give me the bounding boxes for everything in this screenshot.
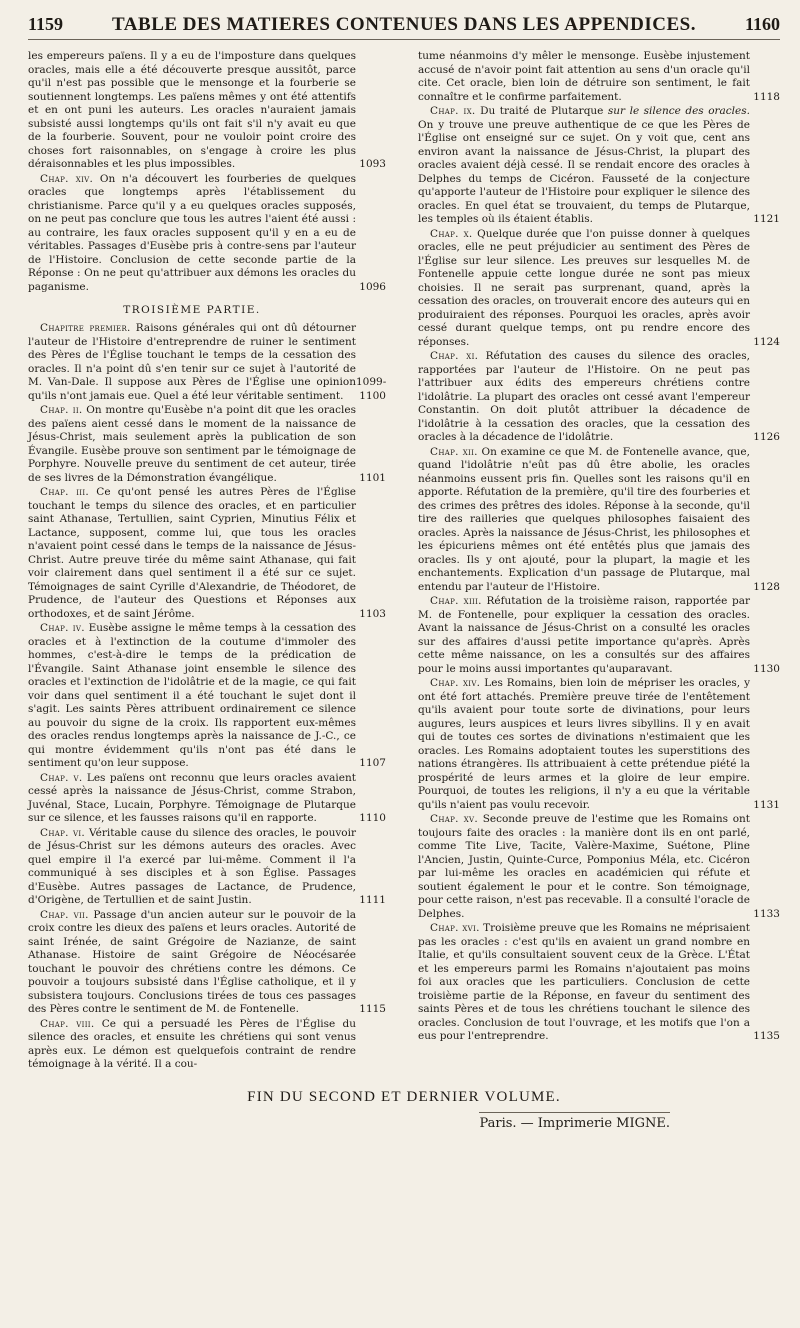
entry-body: Ce qu'ont pensé les autres Pères de l'Église touchant le temps du silence des oracles, et en particulier saint Athanase, Tertullien, saint Cyprien, Minutius Félix et Lactance, supposent, comme lui, que tous les oracles n'avaient point cessé dans le temps de la naissance de Jésus-Christ. Autre preuve tirée du même saint Athanase, qui fait voir clairement dans quel sentiment il a été sur ce sujet. Témoignages de saint Cyrille d'Alexandrie, de Théodoret, de Prudence, de l'auteur des Questions et Réponses aux orthodoxes, et de saint Jérôme. <box>28 486 356 620</box>
page-number-left: 1159 <box>28 14 64 34</box>
page-reference: 1118 <box>753 90 780 103</box>
left-entries-a <box>28 50 386 294</box>
page-reference: 1135 <box>753 1030 780 1042</box>
chapter-label: Chap. xv. <box>430 813 478 825</box>
page-reference: 1096 <box>359 280 386 293</box>
right-column <box>418 50 780 1073</box>
page-reference: 1115 <box>359 1003 386 1015</box>
toc-entry <box>418 105 780 227</box>
page-reference: 1126 <box>753 431 780 443</box>
toc-entry <box>418 446 780 595</box>
entry-text <box>418 446 750 595</box>
two-column-body <box>28 50 780 1073</box>
page-reference: 1103 <box>359 607 386 620</box>
toc-entry <box>28 50 386 172</box>
right-entries <box>418 50 780 1044</box>
chapter-label: Chap. x. <box>430 227 473 240</box>
end-of-volume-line: FIN DU SECOND ET DERNIER VOLUME. <box>247 1088 561 1105</box>
toc-entry <box>418 228 780 350</box>
page-reference: 1101 <box>359 471 386 484</box>
chapter-label: Chap. v. <box>40 771 83 784</box>
chapter-label: Chapitre premier. <box>40 322 131 334</box>
entry-text <box>28 909 356 1017</box>
toc-entry <box>28 622 386 771</box>
chapter-label: Chap. xiv. <box>40 172 94 185</box>
chapter-label: Chap. xii. <box>430 445 478 458</box>
toc-entry <box>28 486 386 621</box>
toc-entry <box>418 350 780 445</box>
entry-body: Eusèbe assigne le même temps à la cessation des oracles et à l'extinction de la coutume d'immoler des hommes, c'est-à-dire le temps de la prédication de l'Évangile. Saint Athanase joint ensemble le silence des oracles et l'extinction de l'idolâtrie et de la magie, ce qui fait voir dans quel sentiment il a été touchant le sujet dont il s'agit. Les saints Pères attribuent ordinairement ce silence au pouvoir du signe de la croix. Ils rapportent eux-mêmes des oracles rendus longtemps après la naissance de J.-C., ce qui montre évidemment qu'ils n'ont pas été dans le sentiment qu'on leur suppose. <box>28 622 356 769</box>
left-column <box>28 50 386 1073</box>
printer-imprint: Paris. — Imprimerie MIGNE. <box>28 1112 780 1131</box>
chapter-label: Chap. vii. <box>40 908 89 921</box>
entry-text <box>28 322 356 403</box>
entry-text <box>28 173 356 295</box>
entry-text <box>418 595 750 676</box>
entry-body: On n'a découvert les fourberies de quelques oracles que longtemps après l'établissement du christianisme. Parce qu'il y a eu quelques oracles supposés, on ne peut pas conclure que tous les autres l'aient été aussi : au contraire, les faux oracles supposent qu'il y en a eu de véritables. Passages d'Eusèbe pris à contre-sens par l'auteur de l'Histoire. Conclusion de cette seconde partie de la Réponse : On ne peut qu'attribuer aux démons les oracles du paganisme. <box>28 172 356 293</box>
toc-entry <box>28 772 386 826</box>
chapter-label: Chap. xiv. <box>430 677 481 689</box>
entry-body: Quelque durée que l'on puisse donner à quelques oracles, elle ne peut préjudicier au sentiment des Pères de l'Église sur leur silence. Les preuves sur lesquelles M. de Fontenelle appuie cette longue durée ne sont pas mieux choisies. Il ne serait pas surprenant, quand, après la cessation des oracles, on trouverait encore des auteurs qui en produiraient des réponses. Pourquoi les oracles, après avoir cessé durant quelque temps, ont pu rendre encore des réponses. <box>418 227 750 348</box>
entry-text <box>28 404 356 485</box>
entry-body: On examine ce que M. de Fontenelle avance, que, quand l'idolâtrie n'eût pas dû être abolie, les oracles néanmoins eussent pris fin. Quelles sont les raisons qu'il en apporte. Réfutation de la première, qu'il tire des fourberies et des crimes des prêtres des idoles. Réponse à la seconde, qu'il tire des railleries que quelques philosophes faisaient des oracles. Après la naissance de Jésus-Christ, les philosophes et les épicuriens mêmes ont été entêtés plus que jamais des oracles. Ils y ont ajouté, pour la plupart, la magie et les enchantements. Explication d'un passage de Plutarque, mal entendu par l'auteur de l'Histoire. <box>418 445 750 593</box>
toc-entry <box>28 827 386 908</box>
chapter-label: Chap. xi. <box>430 350 479 362</box>
entry-text <box>418 350 750 445</box>
entry-text <box>28 50 356 172</box>
entry-text <box>418 922 750 1044</box>
chapter-label: Chap. ix. <box>430 105 476 117</box>
entry-text <box>418 228 750 350</box>
entry-text <box>28 772 356 826</box>
entry-body: Les Romains, bien loin de mépriser les oracles, y ont été fort attachés. Première preuve tirée de l'entêtement qu'ils avaient pour toute sorte de divinations, pour leurs augures, leurs auspices et leurs livres sibyllins. Il y en avait qui de toutes ces sortes de divinations n'estimaient que les oracles. Les Romains adoptaient toutes les superstitions des nations étrangères. Ils attribuaient à cette prétendue piété la prospérité de leurs armes et la gloire de leur empire. Pourquoi, de toutes les religions, il n'y a eu que la véritable qu'ils n'aient pas voulu recevoir. <box>418 677 751 811</box>
page-reference: 1121 <box>753 213 780 225</box>
toc-entry <box>28 1018 386 1072</box>
entry-body: On montre qu'Eusèbe n'a point dit que les oracles des païens aient cessé dans le moment de la naissance de Jésus-Christ, mais seulement après la publication de son Évangile. Eusèbe prouve son sentiment par le témoignage de Porphyre. Nouvelle preuve du sentiment de cet auteur, tirée de ses livres de la Démonstration évangélique. <box>28 404 356 484</box>
chapter-label: Chap. xvi. <box>430 922 480 934</box>
chapter-label: Chap. xiii. <box>430 595 482 607</box>
page-number-right: 1160 <box>744 14 780 34</box>
chapter-label: Chap. viii. <box>40 1017 95 1030</box>
chapter-label: Chap. iv. <box>40 622 85 634</box>
entry-text <box>28 827 356 908</box>
entry-body: tume néanmoins d'y mêler le mensonge. Eusèbe injustement accusé de n'avoir point fait attention au sens d'un oracle qu'il cite. Cet oracle, bien loin de détruire son sentiment, le fait connaître et le confirme parfaitement. <box>418 50 750 103</box>
page-reference: 1130 <box>753 662 780 675</box>
entry-body: Troisième preuve que les Romains ne méprisaient pas les oracles : c'est qu'ils en avaient un grand nombre en Italie, et qu'ils consultaient souvent ceux de la Grèce. L'État et les empereurs parmi les Romains n'ajoutaient pas moins foi aux oracles que les particuliers. Conclusion de cette troisième partie de la Réponse, en faveur du sentiment des saints Pères et de tous les chrétiens touchant le silence des oracles. Conclusion de tout l'ouvrage, et les motifs que l'on a eus pour l'entreprendre. <box>418 922 750 1042</box>
entry-body: Réfutation de la troisième raison, rapportée par M. de Fontenelle, pour expliquer la cessation des oracles. Avant la naissance de Jésus-Christ on a consulté les oracles sur des affaires d'aussi petite importance qu'après. Après cette même naissance, on les a consultés sur des affaires pour le moins aussi importantes qu'auparavant. <box>418 595 751 675</box>
entry-body: les empereurs païens. Il y a eu de l'imposture dans quelques oracles, mais elle a été découverte presque aussitôt, parce qu'il n'est pas possible que le mensonge et la fourberie se soutiennent longtemps. Les païens mêmes y ont été attentifs et en ont puni les auteurs. Les oracles n'auraient jamais subsisté aussi longtemps qu'ils ont fait s'il n'y avait eu que de la fourberie. Souvent, pour ne vouloir point croire des choses fort raisonnables, on s'engage à croire les plus déraisonnables et les plus impossibles. <box>28 50 356 170</box>
toc-entry <box>28 404 386 485</box>
toc-entry <box>418 50 780 104</box>
page-reference: 1133 <box>753 907 780 920</box>
running-header <box>28 14 780 40</box>
page-reference: 1110 <box>359 812 386 824</box>
entry-text <box>418 677 750 812</box>
page-reference: 1111 <box>359 894 386 906</box>
chapter-label: Chap. ii. <box>40 404 83 416</box>
entry-text <box>28 486 356 621</box>
left-entries-b <box>28 322 386 1072</box>
section-title: TROISIÈME PARTIE. <box>123 304 261 316</box>
running-title: TABLE DES MATIERES CONTENUES DANS LES APPENDICES. <box>112 14 696 35</box>
page-reference: 1128 <box>753 580 780 593</box>
toc-entry <box>418 677 780 812</box>
toc-entry <box>28 173 386 295</box>
page-reference: 1093 <box>359 158 386 170</box>
entry-text <box>418 105 750 227</box>
entry-text <box>418 50 750 104</box>
entry-body: Du traité de Plutarque <box>480 105 604 117</box>
page-reference: 1131 <box>753 798 780 811</box>
toc-entry <box>418 922 780 1044</box>
toc-entry <box>28 909 386 1017</box>
entry-body-continued: On y trouve une preuve authentique de ce que les Pères de l'Église ont enseigné sur ce sujet. On y voit que, cent ans environ avant la naissance de Jésus-Christ, la plupart des oracles avaient déjà cessé. Il se rendait encore des oracles à Delphes du temps de Cicéron. Fausseté de la conjecture qu'apporte l'auteur de l'Histoire pour expliquer le silence des oracles. En quel état se trouvaient, du temps de Plutarque, les temples où ils étaient établis. <box>418 118 750 225</box>
entry-body: Les païens ont reconnu que leurs oracles avaient cessé après la naissance de Jésus-Christ, comme Strabon, Juvénal, Stace, Lucain, Porphyre. Témoignage de Plutarque sur ce silence, et les fausses raisons qu'il en rapporte. <box>28 771 356 824</box>
toc-entry <box>418 595 780 676</box>
entry-body: Ce qui a persuadé les Pères de l'Église du silence des oracles, et ensuite les chrétiens qui sont venus après eux. Le démon est quelquefois contraint de rendre témoignage à la vérité. Il a cou- <box>28 1017 356 1070</box>
chapter-label: Chap. iii. <box>40 486 90 498</box>
entry-body: Passage d'un ancien auteur sur le pouvoir de la croix contre les dieux des païens et leurs oracles. Autorité de saint Irénée, de saint Grégoire de Nazianze, de saint Athanase. Histoire de saint Grégoire de Néocésarée touchant le pouvoir des chrétiens contre les démons. Ce pouvoir a toujours subsisté dans l'Église catholique, et il y subsistera toujours. Conclusions tirées de tous ces passages des Pères contre le sentiment de M. de Fontenelle. <box>28 908 356 1015</box>
chapter-label: Chap. vi. <box>40 826 86 839</box>
entry-body: Seconde preuve de l'estime que les Romains ont toujours faite des oracles : la manière dont ils en ont parlé, comme Tite Live, Tacite, Valère-Maxime, Suétone, Pline l'Ancien, Justin, Quinte-Curce, Pomponius Méla, etc. Cicéron par lui-même les oracles en académicien qui réfute et soutient également le pour et le contre. Son témoignage, pour cette raison, n'est pas recevable. Il a consulté l'oracle de Delphes. <box>418 813 751 920</box>
entry-text <box>28 1018 356 1072</box>
page-reference: 1099-1100 <box>356 376 387 402</box>
toc-entry <box>418 813 780 921</box>
page-reference: 1124 <box>753 335 780 348</box>
entry-body: Raisons générales qui ont dû détourner l'auteur de l'Histoire d'entreprendre de ruiner le sentiment des Pères de l'Église touchant le temps de la cessation des oracles. Il n'a point dû s'en tenir sur ce sujet à l'autorité de M. Van-Dale. Il suppose aux Pères de l'Église une opinion qu'ils n'ont jamais eue. Quel a été leur véritable sentiment. <box>28 322 356 402</box>
page-reference: 1107 <box>359 757 386 769</box>
entry-italic-title: sur le silence des oracles. <box>607 105 750 117</box>
toc-entry <box>28 322 386 403</box>
entry-body: Véritable cause du silence des oracles, le pouvoir de Jésus-Christ sur les démons auteurs des oracles. Avec quel empire il l'a exercé par lui-même. Comment il l'a communiqué à ses disciples et à son Église. Passages d'Eusèbe. Autres passages de Lactance, de Prudence, d'Origène, de Tertullien et de saint Justin. <box>28 826 357 906</box>
entry-text <box>28 622 356 771</box>
entry-body: Réfutation des causes du silence des oracles, rapportées par l'auteur de l'Histoire. On ne peut pas l'attribuer aux édits des empereurs chrétiens contre l'idolâtrie. La plupart des oracles ont cessé avant l'empereur Constantin. On doit plutôt attribuer la décadence de l'idolâtrie à la cessation des oracles, que la cessation des oracles à la décadence de l'idolâtrie. <box>418 350 750 443</box>
entry-text <box>418 813 750 921</box>
